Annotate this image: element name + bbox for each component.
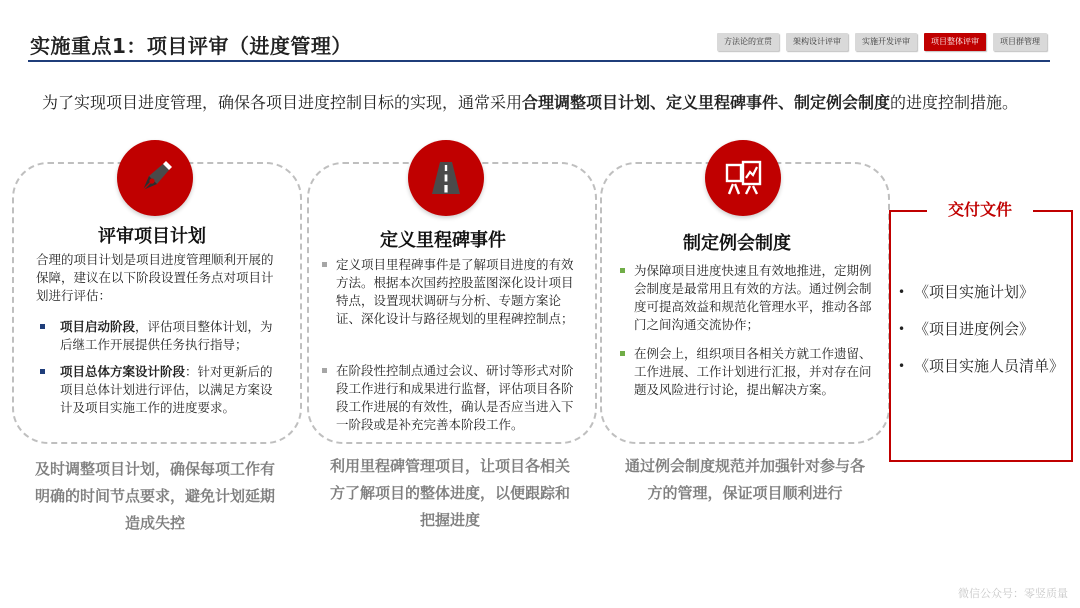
deliverable-item: • 《项目实施人员清单》 (898, 348, 1070, 385)
tab-methodology[interactable]: 方法论的宣贯 (717, 33, 779, 51)
presentation-board-icon (705, 140, 781, 216)
intro-bold: 合理调整项目计划、定义里程碑事件、制定例会制度 (522, 93, 891, 112)
square-bullet-icon (322, 262, 327, 267)
bullet-text: ：针对更新后的项目总体计划进行评估，以满足方案设计及项目实施工作的进度要求。 (60, 364, 273, 415)
card-milestones-summary: 利用里程碑管理项目，让项目各相关方了解项目的整体进度，以便跟踪和把握进度 (329, 457, 570, 529)
tab-development-review[interactable]: 实施开发评审 (855, 33, 917, 51)
bullet-text: 定义项目里程碑事件是了解项目进度的有效方法。根据本次国药控股蓝图深化设计项目特点，设置现状调研与分析、专题方案论证、深化设计与路径规划的里程碑控制点； (336, 257, 574, 326)
tab-program-management[interactable]: 项目群管理 (993, 33, 1047, 51)
tab-overall-review[interactable]: 项目整体评审 (924, 33, 986, 51)
square-bullet-icon (40, 324, 45, 329)
card-title-milestones: 定义里程碑事件 (380, 230, 506, 251)
deliverable-item: • 《项目实施计划》 (898, 274, 1070, 311)
square-bullet-icon (620, 268, 625, 273)
intro-paragraph (42, 88, 1042, 118)
deliverable-item: • 《项目进度例会》 (898, 311, 1070, 348)
bullet-bold: 项目启动阶段 (60, 319, 136, 334)
card-review-plan-summary: 及时调整项目计划，确保每项工作有明确的时间节点要求，避免计划延期造成失控 (34, 460, 275, 532)
card-meetings-summary: 通过例会制度规范并加强针对参与各方的管理，保证项目顺利进行 (624, 457, 865, 502)
title-divider (28, 60, 1050, 62)
list-item (620, 262, 875, 334)
watermark: 微信公众号：零竖质量 (958, 587, 1068, 600)
deliverables-list (898, 274, 1070, 385)
list-item (40, 363, 280, 417)
intro-prefix: 为了实现项目进度管理，确保各项目进度控制目标的实现，通常采用 (42, 93, 523, 112)
list-item (620, 345, 875, 399)
pen-nib-icon (117, 140, 193, 216)
tab-architecture-review[interactable]: 架构设计评审 (786, 33, 848, 51)
card-title-meetings: 制定例会制度 (683, 233, 791, 254)
card-title-review-plan: 评审项目计划 (98, 226, 206, 247)
square-bullet-icon (322, 368, 327, 373)
deliverables-title: 交付文件 (927, 198, 1033, 222)
bullet-text: ，评估项目整体计划，为后继工作开展提供任务执行指导； (60, 319, 273, 352)
road-icon (408, 140, 484, 216)
section-tabs (717, 33, 1047, 51)
list-item (322, 362, 584, 434)
card-review-plan-body: 合理的项目计划是项目进度管理顺利开展的保障，建议在以下阶段设置任务点对项目计划进行评估： (36, 252, 274, 303)
list-item (322, 256, 584, 328)
bullet-text: 为保障项目进度快速且有效地推进，定期例会制度是最常用且有效的方法。通过例会制度可提高效益和规范化管理水平，推动各部门之间沟通交流协作； (634, 263, 872, 332)
bullet-text: 在阶段性控制点通过会议、研讨等形式对阶段工作进行和成果进行监督，评估项目各阶段工作进展的有效性，确认是否应当进入下一阶段或是补充完善本阶段工作。 (336, 363, 574, 432)
bullet-text: 在例会上，组织项目各相关方就工作遗留、工作进展、工作计划进行汇报，并对存在问题及风险进行讨论，提出解决方案。 (634, 346, 872, 397)
square-bullet-icon (620, 351, 625, 356)
list-item (40, 318, 280, 354)
intro-suffix: 的进度控制措施。 (890, 93, 1019, 112)
bullet-bold: 项目总体方案设计阶段 (60, 364, 186, 379)
square-bullet-icon (40, 369, 45, 374)
page-title: 实施重点1：项目评审（进度管理） (30, 34, 352, 58)
